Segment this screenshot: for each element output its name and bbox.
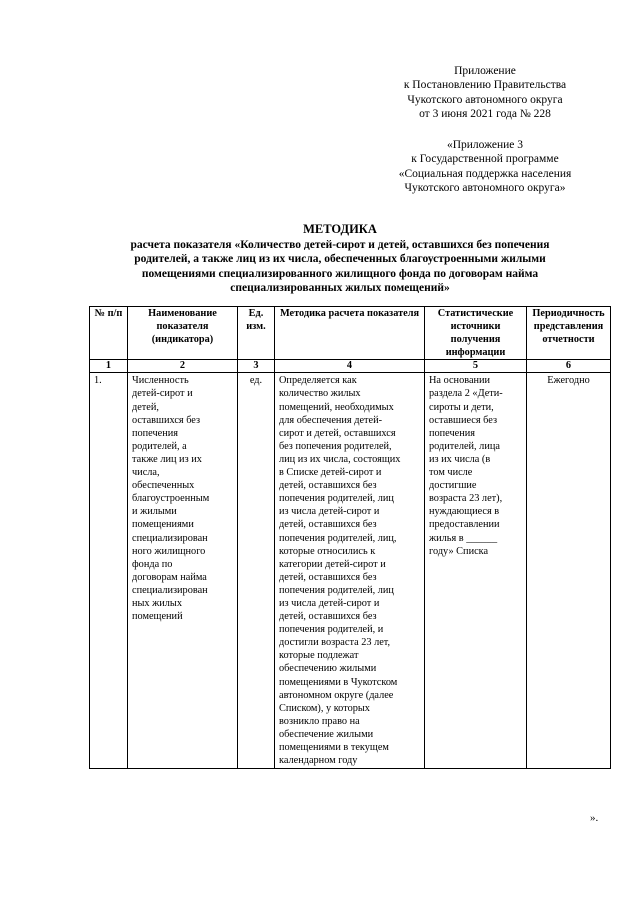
source-line: предоставлении: [429, 519, 500, 531]
method-line: обеспечению жилыми: [279, 663, 377, 675]
header-indicator: Наименование показателя (индикатора): [128, 307, 238, 360]
row-unit: ед.: [238, 373, 275, 769]
appendix-line: Чукотского автономного округа: [407, 93, 563, 106]
source-line: из их числа (в: [429, 453, 491, 465]
indicator-line: благоустроенным: [132, 493, 210, 505]
method-line: автономном округе (далее: [279, 689, 394, 701]
method-line: Определяется как: [279, 375, 357, 387]
method-line: без попечения родителей,: [279, 440, 392, 452]
source-line: оставшиеся без: [429, 414, 498, 426]
method-line: попечения родителей, лиц,: [279, 532, 397, 544]
method-line: помещений, необходимых: [279, 401, 394, 413]
header-period: Периодичность представления отчетности: [527, 307, 611, 360]
indicator-line: договорам найма: [132, 571, 207, 583]
method-line: из числа детей-сирот и: [279, 597, 380, 609]
program-appendix-line: к Государственной программе: [411, 153, 559, 166]
method-line: для обеспечения детей-: [279, 414, 383, 426]
program-appendix-block: [330, 138, 640, 196]
method-line: Списком), у которых: [279, 702, 370, 714]
source-line: году» Списка: [429, 545, 489, 557]
indicator-line: также лиц из их: [132, 453, 202, 465]
row-indicator: [128, 373, 238, 769]
indicator-line: оставшихся без: [132, 414, 201, 426]
column-number: 2: [128, 360, 238, 373]
header-unit: Ед. изм.: [238, 307, 275, 360]
method-line: детей, оставшихся без: [279, 611, 377, 623]
indicator-line: помещениями: [132, 519, 194, 531]
header-method: Методика расчета показателя: [275, 307, 425, 360]
indicator-line: помещений: [132, 611, 183, 623]
header-number: № п/п: [90, 307, 128, 360]
methodology-table: [89, 306, 611, 769]
appendix-line: Приложение: [454, 65, 516, 77]
indicator-line: попечения: [132, 427, 178, 439]
column-number: 5: [425, 360, 527, 373]
indicator-line: специализирован: [132, 584, 208, 596]
closing-quote: ».: [590, 812, 599, 824]
indicator-line: детей,: [132, 401, 159, 413]
method-line: попечения родителей, лиц: [279, 584, 394, 596]
indicator-line: родителей, а: [132, 440, 187, 452]
method-line: помещениями в текущем: [279, 742, 389, 753]
document-title: [80, 222, 600, 296]
appendix-line: от 3 июня 2021 года № 228: [419, 108, 551, 121]
source-line: нуждающиеся в: [429, 506, 500, 518]
method-line: сирот и детей, оставшихся: [279, 427, 396, 439]
source-line: попечения: [429, 427, 475, 439]
indicator-line: детей-сирот и: [132, 388, 193, 400]
method-line: попечения родителей, и: [279, 624, 384, 636]
column-number: 4: [275, 360, 425, 373]
column-number: 6: [527, 360, 611, 373]
method-line: лиц из их числа, состоящих: [279, 453, 401, 465]
method-line: детей, оставшихся без: [279, 519, 377, 531]
source-line: На основании: [429, 375, 491, 387]
header-source: Статистические источники получения информации: [425, 307, 527, 360]
row-number: 1.: [90, 373, 128, 769]
source-line: возраста 23 лет),: [429, 493, 503, 505]
source-line: жилья в ______: [429, 532, 498, 544]
method-line: в Списке детей-сирот и: [279, 467, 382, 479]
method-line: попечения родителей, лиц: [279, 493, 394, 505]
method-line: обеспечение жилыми: [279, 728, 374, 740]
indicator-line: фонда по: [132, 558, 173, 570]
method-line: из числа детей-сирот и: [279, 506, 380, 518]
method-line: возникло право на: [279, 715, 360, 727]
title-line: родителей, а также лиц из их числа, обеспеченных благоустроенными жилыми: [134, 253, 546, 266]
appendix-block: [330, 64, 640, 122]
method-line: календарном году: [279, 755, 358, 767]
indicator-line: числа,: [132, 467, 160, 479]
method-line: помещениями в Чукотском: [279, 676, 398, 688]
indicator-line: ных жилых: [132, 597, 182, 609]
column-number: 1: [90, 360, 128, 373]
title-line: помещениями специализированного жилищного фонда по договорам найма: [141, 267, 539, 280]
method-line: количество жилых: [279, 388, 361, 400]
indicator-line: обеспеченных: [132, 480, 195, 492]
source-line: достигшие: [429, 480, 477, 492]
appendix-line: к Постановлению Правительства: [403, 79, 567, 92]
method-line: детей, оставшихся без: [279, 571, 377, 583]
title-line: специализированных жилых помещений»: [230, 282, 450, 295]
program-appendix-line: «Приложение 3: [446, 139, 524, 151]
indicator-line: Численность: [132, 375, 189, 387]
source-line: сироты и дети,: [429, 401, 494, 413]
title-line: расчета показателя «Количество детей-сирот и детей, оставшихся без попечения: [130, 238, 550, 251]
row-source: [425, 373, 527, 769]
indicator-line: специализирован: [132, 532, 208, 544]
indicator-line: и жилыми: [132, 506, 177, 518]
program-appendix-line: Чукотского автономного округа»: [404, 182, 566, 195]
indicator-line: ного жилищного: [132, 545, 206, 557]
method-line: которые относились к: [279, 545, 376, 557]
title-heading: МЕТОДИКА: [303, 222, 377, 236]
method-line: достигли возраста 23 лет,: [279, 637, 391, 649]
source-line: раздела 2 «Дети-: [429, 388, 503, 400]
method-line: детей, оставшихся без: [279, 480, 377, 492]
source-line: том числе: [429, 467, 473, 479]
table-row: [90, 373, 611, 769]
row-method: [275, 373, 425, 769]
column-number-row: [90, 360, 611, 373]
row-period: Ежегодно: [527, 373, 611, 769]
source-line: родителей, лица: [429, 440, 500, 452]
method-line: которые подлежат: [279, 650, 359, 662]
column-number: 3: [238, 360, 275, 373]
method-line: категории детей-сирот и: [279, 558, 386, 570]
table-header-row: [90, 307, 611, 360]
program-appendix-line: «Социальная поддержка населения: [398, 167, 572, 180]
